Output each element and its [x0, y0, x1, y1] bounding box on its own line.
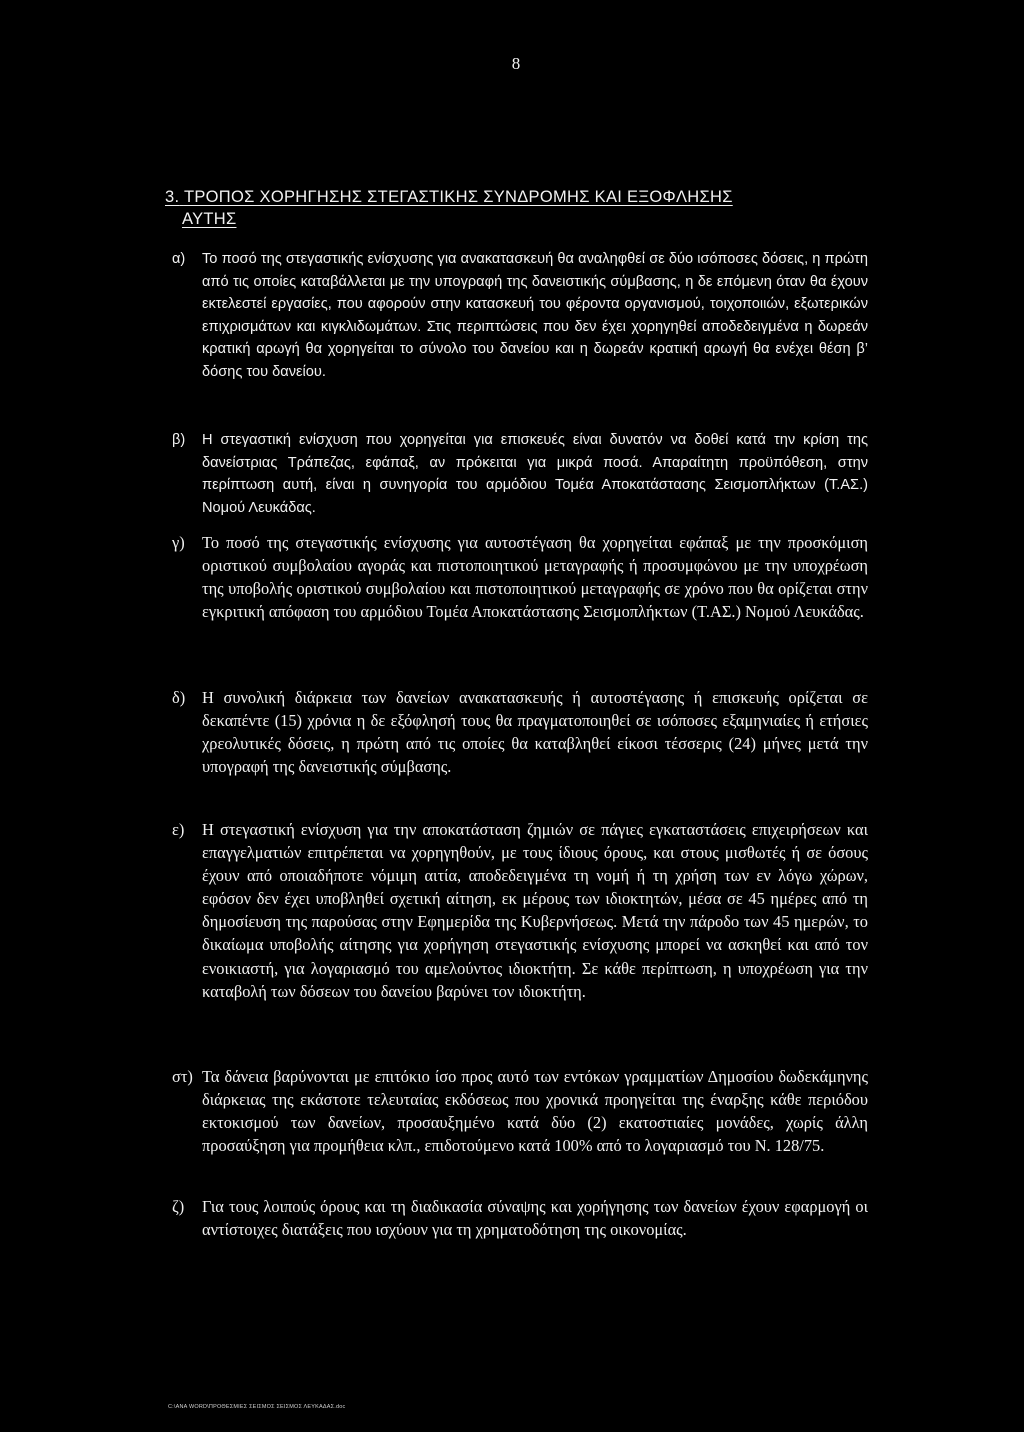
paragraph-marker: ε): [172, 820, 185, 839]
paragraph-text: Η στεγαστική ενίσχυση που χορηγείται για επισκευές είναι δυνατόν να δοθεί κατά την κρίση της δανείστριας Τράπεζας, εφάπαξ, αν πρόκειται για μικρά ποσά. Απαραίτητη προϋπόθεση, στην περίπτωση αυτή, είναι η συνηγορία του αρμόδιου Τομέα Αποκατάστασης Σεισμοπλήκτων (Τ.ΑΣ.) Νομού Λευκάδας.: [202, 432, 868, 516]
paragraph-text: Η στεγαστική ενίσχυση για την αποκατάσταση ζημιών σε πάγιες εγκαταστάσεις επιχειρήσεων και επαγγελματιών επιτρέπεται να χορηγηθούν, με τους ίδιους όρους, και στους μισθωτές ή σε όσους έχουν από οποιαδήποτε νόμιμη αιτία, αποδεδειγμένα τη νομή ή τη χρήση των εν λόγω χώρων, εφόσον δεν έχει υποβληθεί σχετική αίτηση, εκ μέρους των ιδιοκτητών, μέσα σε 45 ημέρες από τη δημοσίευση της παρούσας στην Εφημερίδα της Κυβερνήσεως. Μετά την πάροδο των 45 ημερών, το δικαίωμα υποβολής αίτησης για χορήγηση στεγαστικής ενίσχυσης μπορεί να ασκηθεί και από τον ενοικιαστή, για λογαριασμό του αμελούντος ιδιοκτήτη. Σε κάθε περίπτωση, η υποχρέωση για την καταβολή των δόσεων του δανείου βαρύνει τον ιδιοκτήτη.: [202, 820, 868, 1001]
paragraph-marker: δ): [172, 688, 186, 707]
heading-number: 3.: [165, 188, 180, 206]
paragraph-text: Για τους λοιπούς όρους και τη διαδικασία σύναψης και χορήγησης των δανείων έχουν εφαρμογή οι αντίστοιχες διατάξεις που ισχύουν για τη χρηματοδότηση της οικονομίας.: [202, 1197, 868, 1240]
paragraph-d: [172, 686, 868, 778]
paragraph-marker: γ): [172, 533, 185, 552]
paragraph-b: [172, 429, 868, 519]
paragraph-text: Τα δάνεια βαρύνονται με επιτόκιο ίσο προς αυτό των εντόκων γραμματίων Δημοσίου δωδεκάμηνης διάρκειας της εκάστοτε τελευταίας εκδόσεως που χρονικά προηγείται της έναρξης κάθε περιόδου εκτοκισμού των δανείων, προσαυξημένο κατά δύο (2) εκατοστιαίες μονάδες, χωρίς άλλη προσαύξηση για προμήθεια κλπ., επιδοτούμενο κατά 100% από το λογαριασμό του Ν. 128/75.: [202, 1067, 868, 1156]
heading-line-1: ΤΡΟΠΟΣ ΧΟΡΗΓΗΣΗΣ ΣΤΕΓΑΣΤΙΚΗΣ ΣΥΝΔΡΟΜΗΣ ΚΑΙ ΕΞΟΦΛΗΣΗΣ: [183, 188, 733, 206]
paragraph-e: [172, 818, 868, 1003]
page-number: 8: [511, 54, 521, 73]
paragraph-text: Το ποσό της στεγαστικής ενίσχυσης για αυτοστέγαση θα χορηγείται εφάπαξ με την προσκόμιση οριστικού συμβολαίου αγοράς και πιστοποιητικού μεταγραφής ή προσυμφώνου με την υποχρέωση της υποβολής οριστικού συμβολαίου και πιστοποιητικού μεταγραφής σε χρόνο που θα ορίζεται στην εγκριτική απόφαση του αρμόδιου Τομέα Αποκατάστασης Σεισμοπλήκτων (Τ.ΑΣ.) Νομού Λευκάδας.: [202, 533, 868, 622]
file-path-footer: C:\ANA WORD\ΠΡΟΘΕΣΜΙΕΣ ΣΕΙΣΜΟΣ ΣΕΙΣΜΟΣ ΛΕΥΚΑΔΑΣ.doc: [168, 1404, 346, 1410]
paragraph-marker: στ): [172, 1067, 193, 1086]
paragraph-marker: ζ): [172, 1197, 185, 1216]
paragraph-st: [172, 1065, 868, 1157]
paragraph-z: [172, 1195, 868, 1241]
paragraph-a: [172, 248, 868, 383]
paragraph-marker: β): [172, 432, 186, 448]
paragraph-marker: α): [172, 251, 186, 267]
section-heading: [165, 186, 871, 230]
heading-line-2: ΑΥΤΗΣ: [182, 210, 237, 228]
paragraph-c: [172, 531, 868, 623]
paragraph-text: Το ποσό της στεγαστικής ενίσχυσης για ανακατασκευή θα αναληφθεί σε δύο ισόποσες δόσεις, η πρώτη από τις οποίες καταβάλλεται με την υπογραφή της δανειστικής σύμβασης, η δε επόμενη όταν θα έχουν εκτελεστεί εργασίες, που αφορούν στην κατασκευή του φέροντα οργανισμού, τοιχοποιιών, εξωτερικών επιχρισμάτων και κιγκλιδωμάτων. Στις περιπτώσεις που δεν έχει χορηγηθεί αποδεδειγμένα η δωρεάν κρατική αρωγή θα χορηγείται το σύνολο του δανείου και η δωρεάν κρατική αρωγή θα ενέχει θέση β’ δόσης του δανείου.: [202, 251, 868, 380]
paragraph-text: Η συνολική διάρκεια των δανείων ανακατασκευής ή αυτοστέγασης ή επισκευής ορίζεται σε δεκαπέντε (15) χρόνια η δε εξόφλησή τους θα πραγματοποιηθεί σε ισόποσες εξαμηνιαίες ή ετήσιες χρεολυτικές δόσεις, η πρώτη από τις οποίες θα καταβληθεί είκοσι τέσσερις (24) μήνες μετά την υπογραφή της δανειστικής σύμβασης.: [202, 688, 868, 777]
